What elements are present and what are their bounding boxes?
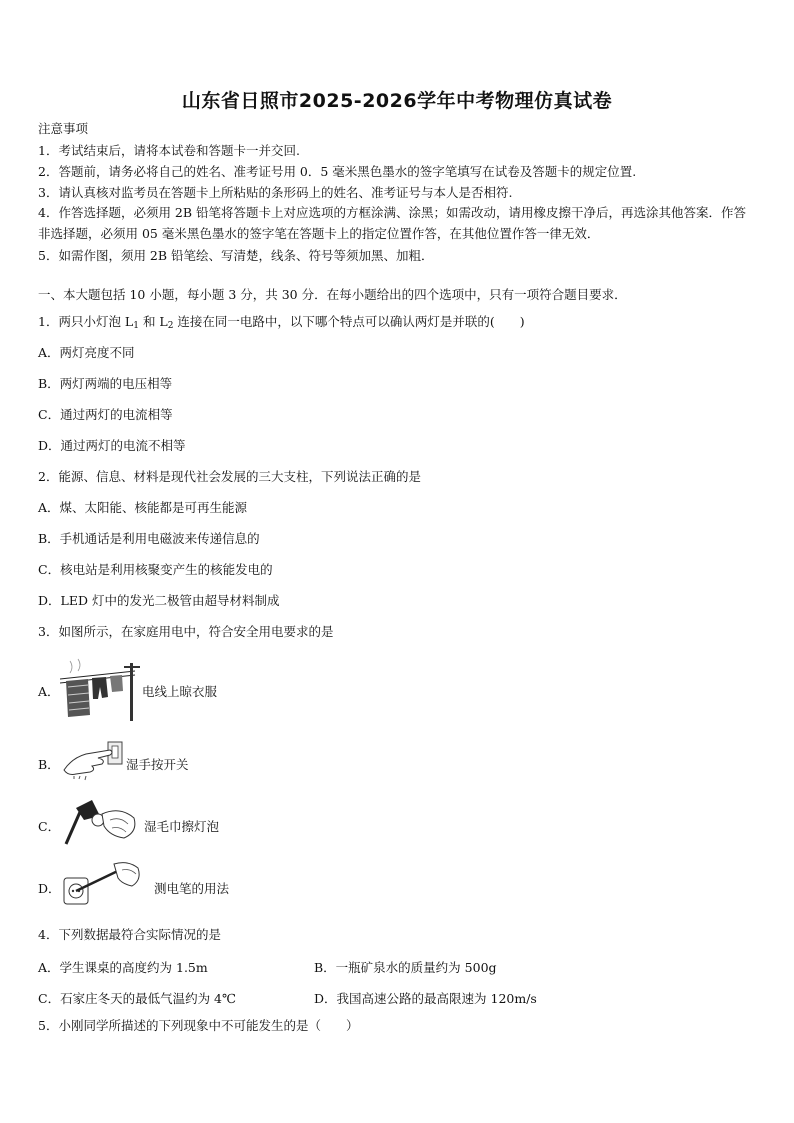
question-5-stem: 5．小刚同学所描述的下列现象中不可能发生的是（ ） [38, 1018, 359, 1033]
wet-hand-switch-picture [62, 740, 124, 782]
test-pen-picture [62, 858, 146, 910]
q3-option-a-label: 电线上晾衣服 [142, 684, 218, 699]
q3-option-a-letter: A． [38, 684, 60, 699]
q3-option-c-label: 湿毛巾擦灯泡 [144, 819, 220, 834]
notice-item-3: 3．请认真核对监考员在答题卡上所粘贴的条形码上的姓名、准考证号与本人是否相符. [38, 185, 513, 200]
q3-option-b-label: 湿手按开关 [126, 757, 189, 772]
q1-stem-pre: 1．两只小灯泡 L [38, 314, 134, 329]
question-2-stem: 2．能源、信息、材料是现代社会发展的三大支柱，下列说法正确的是 [38, 469, 421, 484]
towel-bulb-picture [62, 798, 142, 846]
q1-option-a: A．两灯亮度不同 [38, 345, 135, 360]
q4-option-c: C．石家庄冬天的最低气温约为 4℃ [38, 991, 236, 1006]
q2-option-d: D．LED 灯中的发光二极管由超导材料制成 [38, 593, 280, 608]
q2-option-a: A．煤、太阳能、核能都是可再生能源 [38, 500, 248, 515]
q4-option-b: B．一瓶矿泉水的质量约为 500g [314, 960, 497, 975]
exam-title: 山东省日照市2025-2026学年中考物理仿真试卷 [181, 90, 613, 112]
notice-item-4: 4．作答选择题，必须用 2B 铅笔将答题卡上对应选项的方框涂满、涂黑；如需改动，请用橡皮擦干净后，再选涂其他答案．作答非选择题，必须用 05 毫米黑色墨水的签字笔在答题卡上的指定位置作答，在其他位置作答一律无效． [38, 205, 747, 241]
q2-option-b: B．手机通话是利用电磁波来传递信息的 [38, 531, 260, 546]
q2-option-c: C．核电站是利用核聚变产生的核能发电的 [38, 562, 273, 577]
notice-item-2: 2．答题前，请务必将自己的姓名、准考证号用 0．5 毫米黑色墨水的签字笔填写在试卷及答题卡的规定位置. [38, 164, 637, 179]
clothes-on-wire-picture [60, 657, 140, 723]
q1-option-b: B．两灯两端的电压相等 [38, 376, 173, 391]
question-1-stem [38, 314, 525, 334]
q3-option-c-letter: C． [38, 819, 61, 834]
question-4-stem: 4．下列数据最符合实际情况的是 [38, 927, 221, 942]
q3-option-b-letter: B． [38, 757, 60, 772]
q1-sub-2: 2 [167, 321, 174, 331]
q1-option-c: C．通过两灯的电流相等 [38, 407, 173, 422]
q3-option-d-letter: D． [38, 881, 61, 896]
notice-heading: 注意事项 [38, 121, 89, 136]
q3-option-d-label: 测电笔的用法 [154, 881, 230, 896]
q1-stem-post: 连接在同一电路中，以下哪个特点可以确认两灯是并联的( ) [173, 314, 525, 329]
q1-option-d: D．通过两灯的电流不相等 [38, 438, 186, 453]
q4-option-d: D．我国高速公路的最高限速为 120m/s [314, 991, 537, 1006]
question-3-stem: 3．如图所示，在家庭用电中，符合安全用电要求的是 [38, 624, 334, 639]
notice-item-1: 1．考试结束后，请将本试卷和答题卡一并交回. [38, 143, 300, 158]
q1-sub-1: 1 [133, 321, 139, 331]
q4-option-a: A．学生课桌的高度约为 1.5m [38, 960, 208, 975]
notice-item-5: 5．如需作图，须用 2B 铅笔绘、写清楚，线条、符号等须加黑、加粗． [38, 248, 434, 263]
section-heading: 一、本大题包括 10 小题，每小题 3 分，共 30 分．在每小题给出的四个选项中，只有一项符合题目要求． [38, 287, 627, 302]
q1-stem-mid: 和 L [138, 314, 168, 329]
